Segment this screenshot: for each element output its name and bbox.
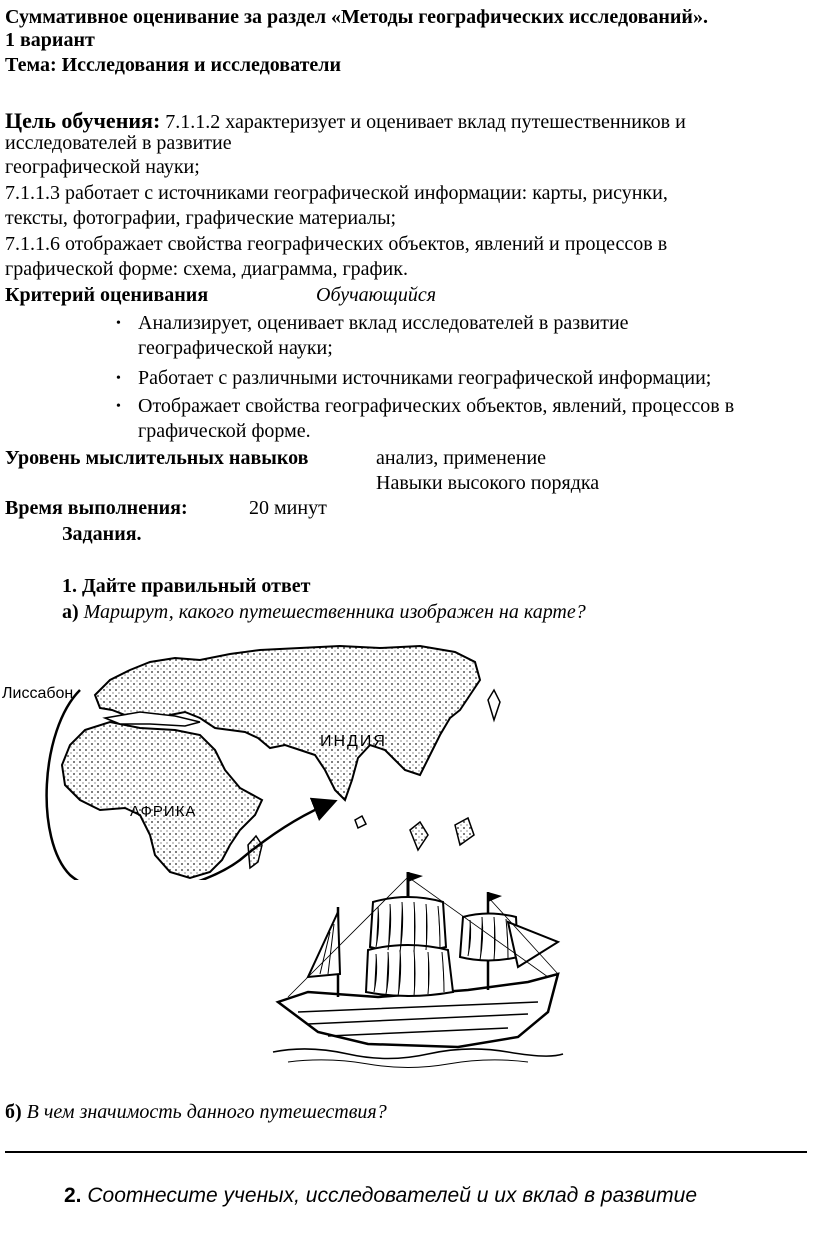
goal-line-6: 7.1.1.6 отображает свойства географических объектов, явлений и процессов в bbox=[5, 233, 668, 255]
goal-1-text: 7.1.1.2 характеризует и оценивает вклад путешественников и bbox=[160, 111, 686, 133]
ship-sail bbox=[508, 922, 558, 967]
bullet-icon: • bbox=[116, 399, 121, 414]
task-2-text: Соотнесите ученых, исследователей и их вклад в развитие bbox=[81, 1184, 698, 1207]
label-lisbon: Лиссабон bbox=[2, 685, 74, 702]
goal-line-1 bbox=[5, 108, 686, 134]
skills-label: Уровень мыслительных навыков bbox=[5, 447, 309, 469]
task-2 bbox=[64, 1184, 697, 1208]
criteria-item-3-line-1: Отображает свойства географических объектов, явлений, процессов в bbox=[138, 395, 735, 417]
criteria-label: Критерий оценивания bbox=[5, 284, 209, 306]
task-1a-label: а) bbox=[62, 601, 79, 623]
task-1a bbox=[62, 601, 586, 624]
island bbox=[410, 822, 428, 850]
ship-sail bbox=[308, 912, 340, 977]
task-1-heading: 1. Дайте правильный ответ bbox=[62, 575, 311, 597]
goal-line-4: 7.1.1.3 работает с источниками географической информации: карты, рисунки, bbox=[5, 182, 668, 204]
island bbox=[488, 690, 500, 720]
task-2-number: 2. bbox=[64, 1184, 82, 1207]
variant-label: 1 вариант bbox=[5, 29, 95, 51]
skills-value-1: анализ, применение bbox=[376, 447, 547, 469]
label-africa: АФРИКА bbox=[130, 803, 197, 820]
criteria-item-2-line-1: Работает с различными источниками географической информации; bbox=[138, 367, 712, 389]
ship-sail bbox=[370, 897, 446, 952]
answer-line bbox=[5, 1151, 807, 1153]
route-map bbox=[0, 640, 560, 880]
goal-line-5: тексты, фотографии, графические материалы; bbox=[5, 207, 397, 229]
task-1b-question: В чем значимость данного путешествия? bbox=[21, 1101, 387, 1123]
africa-landmass bbox=[62, 722, 262, 878]
goal-line-7: графической форме: схема, диаграмма, график. bbox=[5, 258, 408, 280]
goal-line-3: географической науки; bbox=[5, 156, 200, 178]
criteria-item-3-line-2: графической форме. bbox=[138, 420, 311, 442]
goal-label: Цель обучения: bbox=[5, 108, 161, 133]
criteria-item-1-line-2: географической науки; bbox=[138, 337, 333, 359]
island bbox=[355, 816, 366, 828]
label-india: ИНДИЯ bbox=[320, 733, 387, 750]
time-value: 20 минут bbox=[249, 497, 327, 519]
task-1a-question: Маршрут, какого путешественника изображен на карте? bbox=[78, 601, 586, 623]
bullet-icon: • bbox=[116, 316, 121, 331]
bullet-icon: • bbox=[116, 371, 121, 386]
tasks-heading: Задания. bbox=[62, 523, 142, 545]
criteria-item-1-line-1: Анализирует, оценивает вклад исследователей в развитие bbox=[138, 312, 629, 334]
mediterranean-sea bbox=[105, 712, 200, 726]
task-1b bbox=[5, 1101, 387, 1124]
skills-value-2: Навыки высокого порядка bbox=[376, 472, 600, 494]
student-label: Обучающийся bbox=[316, 284, 437, 306]
goal-line-2: исследователей в развитие bbox=[5, 132, 232, 154]
ship-sail bbox=[366, 945, 453, 996]
ship-illustration bbox=[268, 862, 568, 1072]
document-title: Суммативное оценивание за раздел «Методы географических исследований». bbox=[5, 6, 708, 28]
island bbox=[455, 818, 474, 845]
topic: Тема: Исследования и исследователи bbox=[5, 54, 342, 76]
time-label: Время выполнения: bbox=[5, 497, 188, 519]
task-1b-label: б) bbox=[5, 1101, 22, 1123]
